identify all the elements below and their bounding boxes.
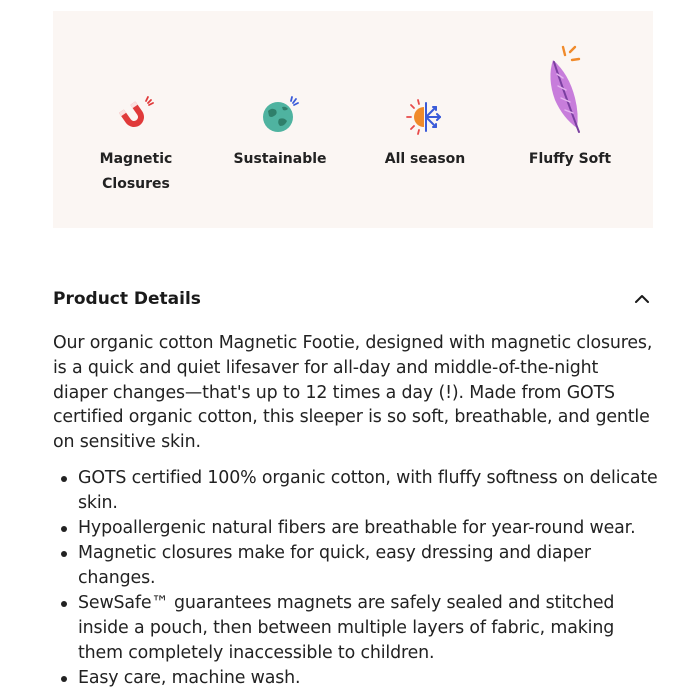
earth-icon: [258, 95, 302, 135]
feature-all-season: [350, 11, 500, 228]
features-panel: [53, 11, 653, 228]
feature-label-line: Closures: [102, 176, 170, 192]
product-description: Our organic cotton Magnetic Footie, designed with magnetic closures, is a quick and quiet lifesaver for all-day and middle-of-the-night diaper changes—that's up to 12 times a day (!). Made from GOTS certified organic cotton, this sleeper is so soft, breathable, and gentle on sensitive skin.: [53, 333, 653, 453]
feature-fluffy-soft: [495, 11, 645, 228]
feather-icon: [545, 44, 595, 136]
feature-sustainable: [205, 11, 355, 228]
product-details-header[interactable]: [53, 286, 653, 312]
chevron-up-icon[interactable]: [633, 290, 651, 308]
feature-label-line: Fluffy Soft: [528, 151, 612, 167]
product-details-title: Product Details: [53, 289, 201, 309]
feature-label-line: Magnetic: [99, 151, 173, 167]
list-item: SewSafe™ guarantees magnets are safely sealed and stitched inside a pouch, then between multiple layers of fabric, making them completely inaccessible to children.: [53, 591, 658, 666]
feature-label-line: Sustainable: [233, 151, 327, 167]
feature-magnetic-closures: [61, 11, 211, 228]
list-item: Easy care, machine wash.: [53, 666, 658, 691]
feature-label-line: All season: [384, 151, 466, 167]
feature-label: [61, 147, 211, 197]
list-item: GOTS certified 100% organic cotton, with fluffy softness on delicate skin.: [53, 466, 658, 516]
feature-label: [205, 147, 355, 172]
magnet-icon: [116, 95, 156, 135]
feature-label: [495, 147, 645, 172]
list-item: Magnetic closures make for quick, easy dressing and diaper changes.: [53, 541, 658, 591]
sun-snowflake-icon: [403, 95, 447, 135]
product-feature-list: [53, 466, 658, 691]
feature-label: [350, 147, 500, 172]
list-item: Hypoallergenic natural fibers are breathable for year-round wear.: [53, 516, 658, 541]
